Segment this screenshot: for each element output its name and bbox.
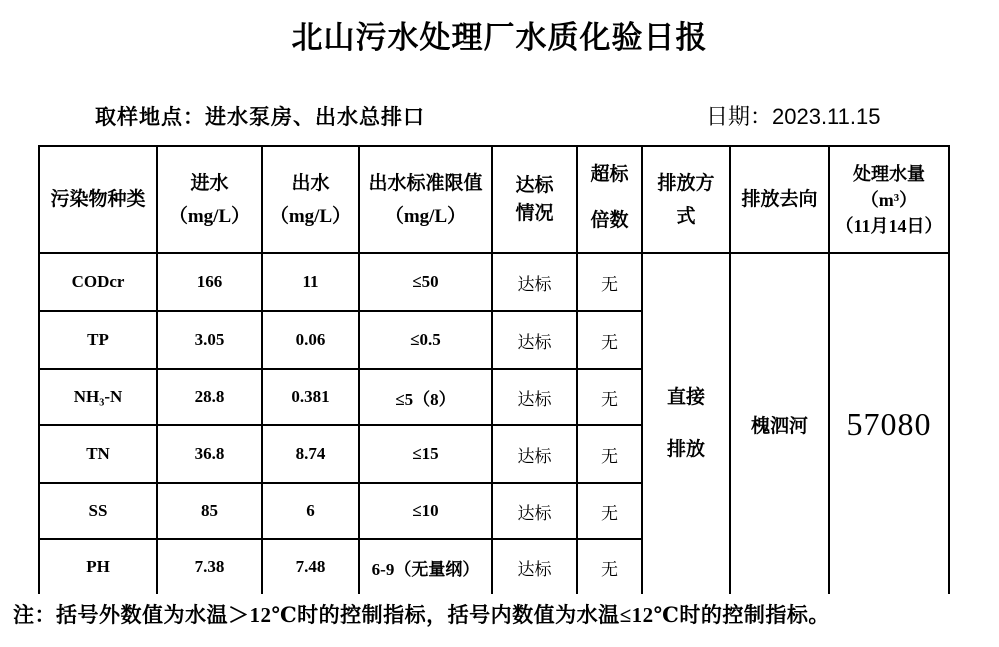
compliance-cell: 达标 bbox=[493, 312, 578, 370]
header-influent bbox=[158, 147, 263, 254]
influent-cell: 28.8 bbox=[158, 370, 263, 426]
header-discharge-method-line1: 排放方 bbox=[657, 172, 715, 194]
sampling-location-label: 取样地点：进水泵房、出水总排口 bbox=[95, 105, 425, 129]
header-exceedance bbox=[578, 147, 643, 254]
exceedance-cell: 无 bbox=[578, 484, 643, 540]
effluent-cell: 6 bbox=[263, 484, 360, 540]
header-discharge-destination bbox=[731, 147, 830, 254]
exceedance-cell: 无 bbox=[578, 370, 643, 426]
header-treated-volume-line2: （m³） bbox=[860, 189, 918, 210]
pollutant-cell: NH₃-N bbox=[40, 370, 158, 426]
limit-cell: ≤10 bbox=[360, 484, 493, 540]
header-exceedance-line1: 超标 bbox=[590, 164, 629, 185]
pollutant-cell: CODcr bbox=[40, 254, 158, 312]
header-pollutant-type-label: 污染物种类 bbox=[50, 188, 146, 210]
report-date: 日期：2023.11.15 bbox=[706, 104, 881, 129]
effluent-cell: 0.381 bbox=[263, 370, 360, 426]
compliance-cell: 达标 bbox=[493, 254, 578, 312]
effluent-cell: 0.06 bbox=[263, 312, 360, 370]
influent-cell: 3.05 bbox=[158, 312, 263, 370]
header-treated-volume-line1: 处理水量 bbox=[853, 163, 925, 184]
influent-cell: 85 bbox=[158, 484, 263, 540]
influent-cell: 7.38 bbox=[158, 540, 263, 594]
header-effluent bbox=[263, 147, 360, 254]
effluent-cell: 8.74 bbox=[263, 426, 360, 484]
limit-cell: ≤5（8） bbox=[360, 370, 493, 426]
influent-cell: 166 bbox=[158, 254, 263, 312]
pollutant-cell: TN bbox=[40, 426, 158, 484]
pollutant-cell: TP bbox=[40, 312, 158, 370]
header-compliance-line2: 情况 bbox=[515, 202, 554, 224]
header-effluent-line2: （mg/L） bbox=[269, 205, 352, 227]
exceedance-cell: 无 bbox=[578, 254, 643, 312]
limit-cell: ≤0.5 bbox=[360, 312, 493, 370]
pollutant-cell: SS bbox=[40, 484, 158, 540]
page-title: 北山污水处理厂水质化验日报 bbox=[291, 20, 708, 55]
compliance-cell: 达标 bbox=[493, 426, 578, 484]
header-compliance-line1: 达标 bbox=[515, 174, 554, 196]
influent-cell: 36.8 bbox=[158, 426, 263, 484]
header-influent-line2: （mg/L） bbox=[168, 205, 251, 227]
footnote: 注：括号外数值为水温＞12℃时的控制指标，括号内数值为水温≤12℃时的控制指标。 bbox=[13, 603, 830, 627]
limit-cell: ≤15 bbox=[360, 426, 493, 484]
discharge-method-line1: 直接 bbox=[666, 387, 705, 408]
header-effluent-limit-line1: 出水标准限值 bbox=[368, 172, 483, 194]
compliance-cell: 达标 bbox=[493, 540, 578, 594]
header-discharge-method-line2: 式 bbox=[676, 205, 696, 227]
header-compliance bbox=[493, 147, 578, 254]
discharge-destination-cell: 槐泗河 bbox=[731, 254, 830, 594]
compliance-cell: 达标 bbox=[493, 484, 578, 540]
header-treated-volume-line3: （11月14日） bbox=[835, 215, 943, 236]
header-pollutant-type bbox=[40, 147, 158, 254]
compliance-cell: 达标 bbox=[493, 370, 578, 426]
header-discharge-destination-label: 排放去向 bbox=[741, 188, 818, 210]
treated-volume-value: 57080 bbox=[846, 405, 932, 442]
header-discharge-method bbox=[643, 147, 731, 254]
pollutant-cell: PH bbox=[40, 540, 158, 594]
effluent-cell: 11 bbox=[263, 254, 360, 312]
header-influent-line1: 进水 bbox=[190, 172, 229, 194]
header-effluent-line1: 出水 bbox=[291, 172, 330, 194]
header-treated-volume bbox=[830, 147, 950, 254]
header-effluent-limit-line2: （mg/L） bbox=[384, 205, 467, 227]
header-effluent-limit bbox=[360, 147, 493, 254]
header-exceedance-line2: 倍数 bbox=[590, 210, 629, 231]
discharge-method-cell bbox=[643, 254, 731, 594]
limit-cell: ≤50 bbox=[360, 254, 493, 312]
discharge-method-line2: 排放 bbox=[666, 439, 705, 460]
exceedance-cell: 无 bbox=[578, 426, 643, 484]
effluent-cell: 7.48 bbox=[263, 540, 360, 594]
limit-cell: 6-9（无量纲） bbox=[360, 540, 493, 594]
water-quality-table bbox=[38, 145, 950, 594]
exceedance-cell: 无 bbox=[578, 312, 643, 370]
treated-volume-cell bbox=[830, 254, 950, 594]
exceedance-cell: 无 bbox=[578, 540, 643, 594]
